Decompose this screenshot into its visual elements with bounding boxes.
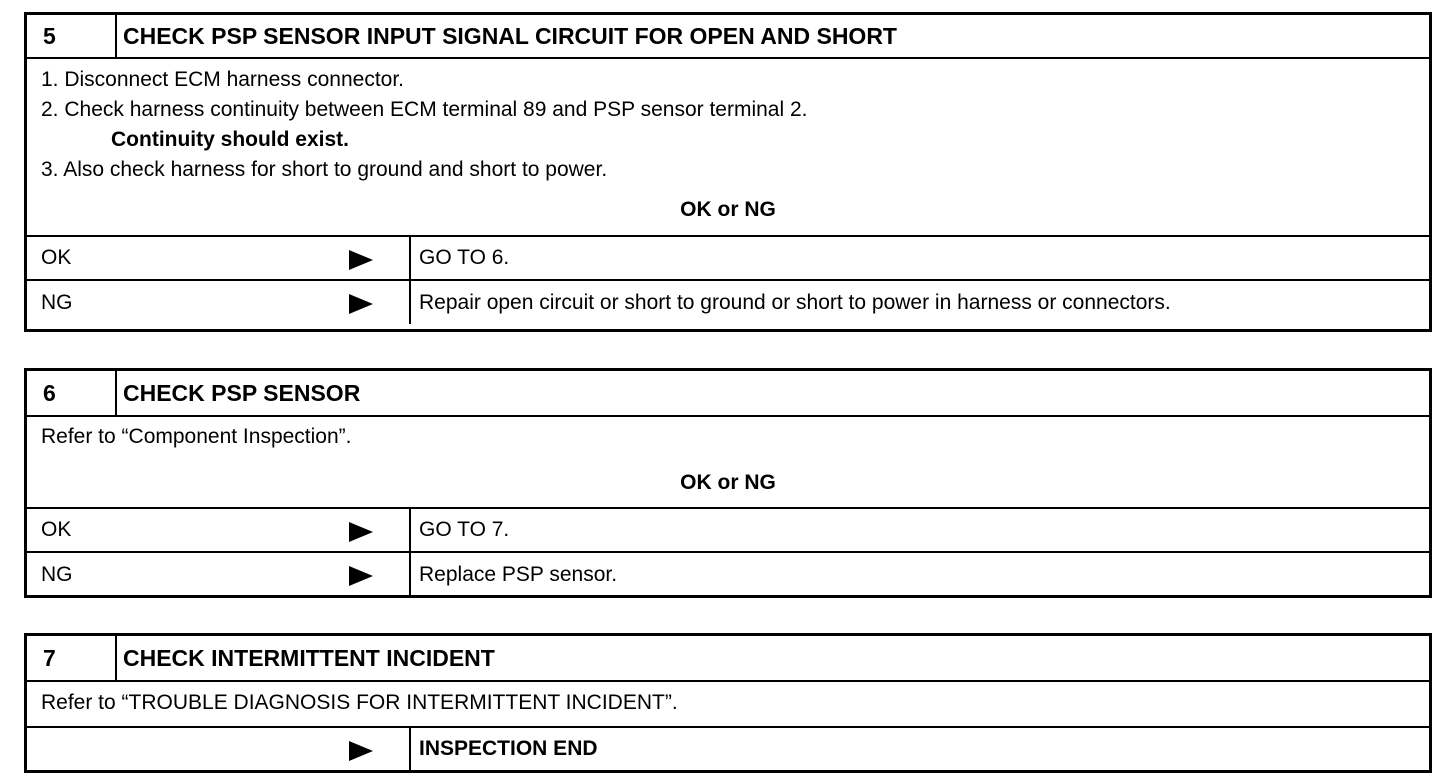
instruction-line: Refer to “Component Inspection”. [41,425,352,448]
step-6-instructions [27,417,1429,459]
step-title: CHECK PSP SENSOR [123,379,361,406]
result-key: NG [41,562,73,586]
result-row [27,279,1429,324]
step-7-instructions [27,682,1429,726]
step-title: CHECK PSP SENSOR INPUT SIGNAL CIRCUIT FOR OPEN AND SHORT [123,22,897,49]
right-triangle-icon [349,250,373,270]
step-5-instructions [27,59,1429,191]
result-row [27,726,1429,770]
result-key: OK [41,246,72,269]
step-7-block [24,633,1432,773]
result-key: OK [41,518,72,541]
right-triangle-icon [349,522,373,542]
result-action: INSPECTION END [419,737,598,760]
result-key-cell [27,553,411,596]
result-action: Replace PSP sensor. [419,562,618,586]
result-row [27,235,1429,279]
instruction-line: 1. Disconnect ECM harness connector. [41,68,405,91]
step-number: 5 [27,15,117,57]
result-action: GO TO 7. [419,518,510,541]
step-5-block [24,12,1432,332]
result-action: Repair open circuit or short to ground or short to power in harness or connectors. [419,290,1171,314]
right-triangle-icon [349,741,373,761]
step-6-header [27,371,1429,417]
result-key-cell [27,509,411,551]
step-number: 7 [27,636,117,680]
instruction-line: 3. Also check harness for short to ground and short to power. [41,158,608,181]
result-key-cell [27,237,411,279]
right-triangle-icon [349,294,373,314]
ok-or-ng-label: OK or NG [680,198,776,221]
result-action: GO TO 6. [419,246,510,269]
instruction-line: Refer to “TROUBLE DIAGNOSIS FOR INTERMITTENT INCIDENT”. [41,691,678,714]
result-row [27,551,1429,596]
step-number: 6 [27,371,117,415]
result-key-cell [27,281,411,324]
right-triangle-icon [349,566,373,586]
result-key-cell [27,728,411,770]
step-7-header [27,636,1429,682]
ok-or-ng-label: OK or NG [680,471,776,494]
instruction-emphasis: Continuity should exist. [111,128,350,151]
step-5-header [27,15,1429,59]
step-title: CHECK INTERMITTENT INCIDENT [123,644,495,671]
instruction-line: 2. Check harness continuity between ECM terminal 89 and PSP sensor terminal 2. [41,98,808,121]
result-row [27,507,1429,551]
result-key: NG [41,290,73,314]
step-6-block [24,368,1432,598]
